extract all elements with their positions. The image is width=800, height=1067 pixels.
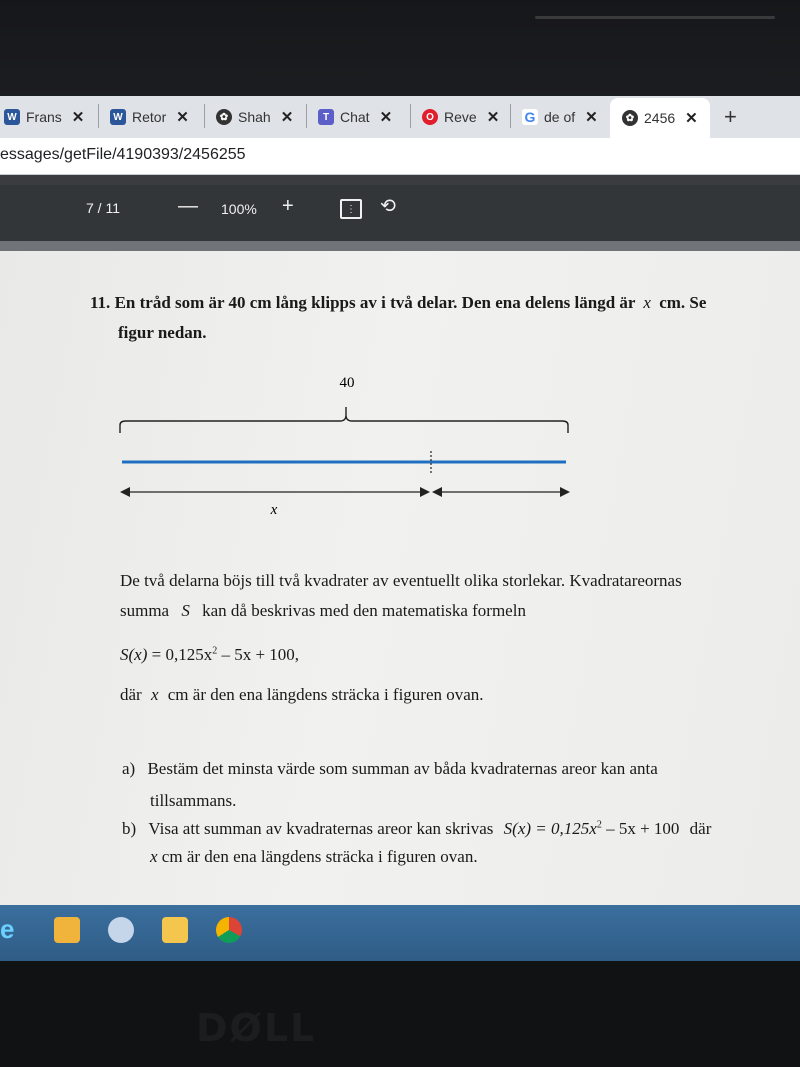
monitor-bezel-top xyxy=(0,0,800,96)
app-icon[interactable] xyxy=(108,917,134,943)
text: summa xyxy=(120,601,170,620)
question-line-1 xyxy=(90,293,706,313)
arrow-head-left xyxy=(120,487,130,497)
formula-lhs: S(x) xyxy=(120,645,148,664)
address-bar[interactable] xyxy=(0,138,800,175)
subquestion-text: Visa att summan av kvadraternas areor kan skrivas xyxy=(148,819,494,838)
file-explorer-icon[interactable] xyxy=(162,917,188,943)
formula-tail: – 5x + 100, xyxy=(221,645,300,664)
brace xyxy=(120,407,568,433)
subquestion-a-cont: tillsammans. xyxy=(150,791,237,810)
question-number: 11. xyxy=(90,293,111,312)
subquestion-a xyxy=(122,759,658,779)
tab-label: Chat xyxy=(340,109,370,125)
variable-x: x xyxy=(643,293,651,312)
pdf-page xyxy=(0,251,800,911)
dell-logo: DØLL xyxy=(196,1006,317,1050)
rotate-icon[interactable]: ⟲ xyxy=(380,196,396,217)
zoom-in-button[interactable]: + xyxy=(282,195,294,217)
close-icon[interactable]: ✕ xyxy=(280,109,294,126)
word-icon: W xyxy=(4,109,20,125)
subquestion-label: b) xyxy=(122,819,137,838)
question-line-2: figur nedan. xyxy=(118,323,207,342)
viewer-background xyxy=(0,241,800,251)
formula-exponent: 2 xyxy=(596,819,602,831)
word-icon: W xyxy=(110,109,126,125)
monitor-bezel-bottom xyxy=(0,961,800,1067)
subquestion-label: a) xyxy=(122,759,136,778)
question-text-end: cm. Se xyxy=(659,293,707,312)
chrome-icon[interactable] xyxy=(216,917,242,943)
variable-x: x xyxy=(150,685,159,704)
toolbar-gap xyxy=(0,175,800,185)
tab-label: de of xyxy=(544,109,576,125)
url-text: essages/getFile/4190393/2456255 xyxy=(0,146,246,163)
tab-shah[interactable] xyxy=(216,100,293,134)
new-tab-button[interactable]: + xyxy=(724,104,737,129)
formula-exponent: 2 xyxy=(212,645,218,657)
tab-de-of[interactable] xyxy=(522,100,598,134)
figure-thread xyxy=(110,371,590,521)
formula-inline: S(x) = 0,125x xyxy=(503,819,597,838)
total-length-label: 40 xyxy=(339,375,355,391)
tab-separator xyxy=(204,104,205,128)
tab-separator xyxy=(510,104,511,128)
arrow-head-right xyxy=(560,487,570,497)
tab-label: 2456 xyxy=(644,110,676,126)
paragraph-2 xyxy=(120,601,526,621)
zoom-out-button[interactable]: — xyxy=(178,195,198,217)
paragraph-3 xyxy=(120,685,484,705)
tab-separator xyxy=(306,104,307,128)
close-icon[interactable]: ✕ xyxy=(71,109,85,126)
tab-2456[interactable] xyxy=(610,98,710,138)
app-icon: ✿ xyxy=(216,109,232,125)
subquestion-b xyxy=(122,819,711,839)
text: kan då beskrivas med den matematiska formeln xyxy=(202,601,526,620)
teams-icon: T xyxy=(318,109,334,125)
x-label: x xyxy=(270,502,278,518)
tab-label: Reve xyxy=(444,109,477,125)
zoom-level[interactable]: 100% xyxy=(221,201,257,217)
browser-tab-bar xyxy=(0,96,800,138)
formula-tail: – 5x + 100 xyxy=(606,819,680,838)
tab-retor[interactable] xyxy=(110,100,189,134)
formula-rhs: = 0,125x xyxy=(151,645,213,664)
subquestion-text: Bestäm det minsta värde som summan av båda kvadraternas areor kan anta xyxy=(147,759,658,778)
close-icon[interactable]: ✕ xyxy=(486,109,500,126)
tab-label: Shah xyxy=(238,109,271,125)
variable-x: x xyxy=(150,847,158,866)
pdf-toolbar xyxy=(0,185,800,241)
tab-frans[interactable] xyxy=(4,100,84,134)
tab-reve[interactable] xyxy=(422,100,499,134)
close-icon[interactable]: ✕ xyxy=(379,109,393,126)
text: där xyxy=(120,685,142,704)
tab-chat[interactable] xyxy=(318,100,392,134)
page-indicator[interactable]: 7 / 11 xyxy=(86,200,120,216)
tab-label: Retor xyxy=(132,109,167,125)
question-text: En tråd som är 40 cm lång klipps av i två delar. Den ena delens längd är xyxy=(114,293,636,312)
fit-page-icon[interactable]: ⋮ xyxy=(340,199,362,219)
tab-label: Frans xyxy=(26,109,62,125)
subquestion-b-cont xyxy=(150,847,478,867)
tab-separator xyxy=(98,104,99,128)
store-icon[interactable] xyxy=(54,917,80,943)
tab-separator xyxy=(410,104,411,128)
app-icon: ✿ xyxy=(622,110,638,126)
variable-s: S xyxy=(181,601,190,620)
text: cm är den ena längdens sträcka i figuren ovan. xyxy=(161,847,478,866)
google-icon: G xyxy=(522,109,538,125)
arrow-head-mid-left xyxy=(420,487,430,497)
close-icon[interactable]: ✕ xyxy=(685,110,698,127)
arrow-head-mid-right xyxy=(432,487,442,497)
close-icon[interactable]: ✕ xyxy=(176,109,189,126)
formula xyxy=(120,645,299,665)
text: cm är den ena längdens sträcka i figuren ovan. xyxy=(167,685,484,704)
close-icon[interactable]: ✕ xyxy=(585,109,598,126)
text: där xyxy=(689,819,712,838)
edge-icon[interactable]: e xyxy=(0,914,15,944)
opera-icon: O xyxy=(422,109,438,125)
paragraph-1: De två delarna böjs till två kvadrater av eventuellt olika storlekar. Kvadratareornas xyxy=(120,571,682,590)
